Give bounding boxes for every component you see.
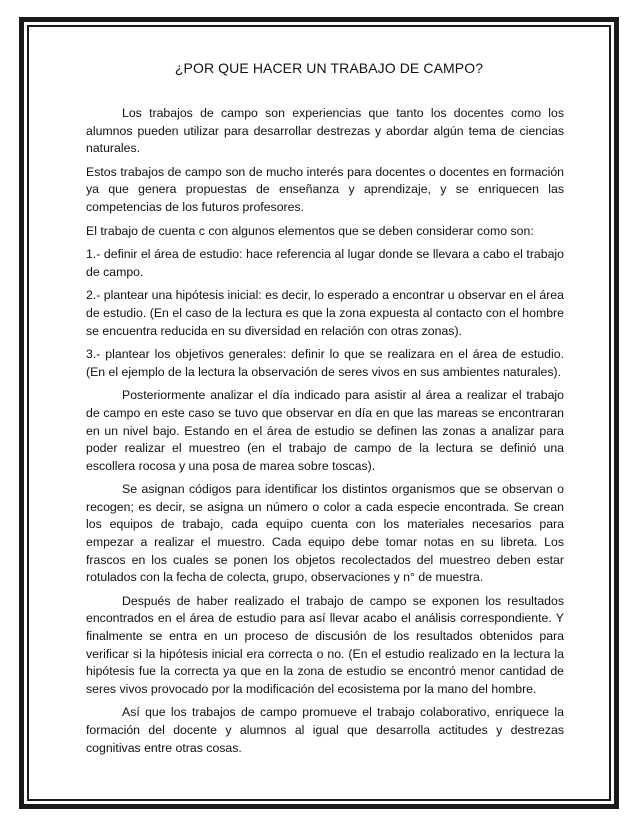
document-body <box>86 60 564 763</box>
paragraph-elements: El trabajo de cuenta c con algunos elementos que se deben considerar como son: <box>86 223 534 238</box>
paragraph-sampling: Posteriormente analizar el día indicado para asistir al área a realizar el trabajo de campo en este caso se tuvo que observar en día en que las mareas se encontraran en un nivel bajo. Estando en el área de estudio se definen las zonas a analizar para poder realizar el muestreo (en el trabajo de campo de la lectura se definió una escollera rocosa y una posa de marea sobre toscas). <box>86 388 564 473</box>
paragraph-step-3: 3.- plantear los objetivos generales: definir lo que se realizara en el área de estudio. (En el ejemplo de la lectura la observación de seres vivos en sus ambientes naturales). <box>86 347 564 379</box>
paragraph-step-1: 1.- definir el área de estudio: hace referencia al lugar donde se llevara a cabo el trabajo de campo. <box>86 247 564 279</box>
paragraph-conclusion: Así que los trabajos de campo promueve el trabajo colaborativo, enriquece la formación del docente y alumnos al igual que desarrolla actitudes y destrezas cognitivas entre otras cosas. <box>86 705 564 755</box>
paragraph-interest: Estos trabajos de campo son de mucho interés para docentes o docentes en formación ya que genera propuestas de enseñanza y aprendizaje, y se enriquecen las competencias de los futuros profesores. <box>86 164 564 214</box>
paragraph-step-2: 2.- plantear una hipótesis inicial: es decir, lo esperado a encontrar u observar en el área de estudio. (En el caso de la lectura es que la zona expuesta al contacto con el hombre se encuentra reducida en su diversidad en relación con otras zonas). <box>86 288 564 338</box>
paragraph-results: Después de haber realizado el trabajo de campo se exponen los resultados encontrados en el área de estudio para así llevar acabo el análisis correspondiente. Y finalmente se entra en un proceso de discusión de los resultados obtenidos para verificar si la hipótesis inicial era correcta o no. (En el estudio realizado en la lectura la hipótesis fue la correcta ya que en la zona de estudio se encontró menor cantidad de seres vivos provocado por la modificación del ecosistema por la mano del hombre. <box>86 593 564 696</box>
paragraph-codes: Se asignan códigos para identificar los distintos organismos que se observan o recogen; es decir, se asigna un número o color a cada especie encontrada. Se crean los equipos de trabajo, cada equipo cuenta con los materiales necesarios para empezar a realizar el muestro. Cada equipo debe tomar notas en su libreta. Los frascos en los cuales se ponen los objetos recolectados del muestreo deben estar rotulados con la fecha de colecta, grupo, observaciones y n° de muestra. <box>86 482 564 585</box>
paragraph-list <box>86 105 564 757</box>
document-title: ¿POR QUE HACER UN TRABAJO DE CAMPO? <box>174 60 484 76</box>
paragraph-intro: Los trabajos de campo son experiencias que tanto los docentes como los alumnos pueden utilizar para desarrollar destrezas y abordar algún tema de ciencias naturales. <box>86 106 564 156</box>
